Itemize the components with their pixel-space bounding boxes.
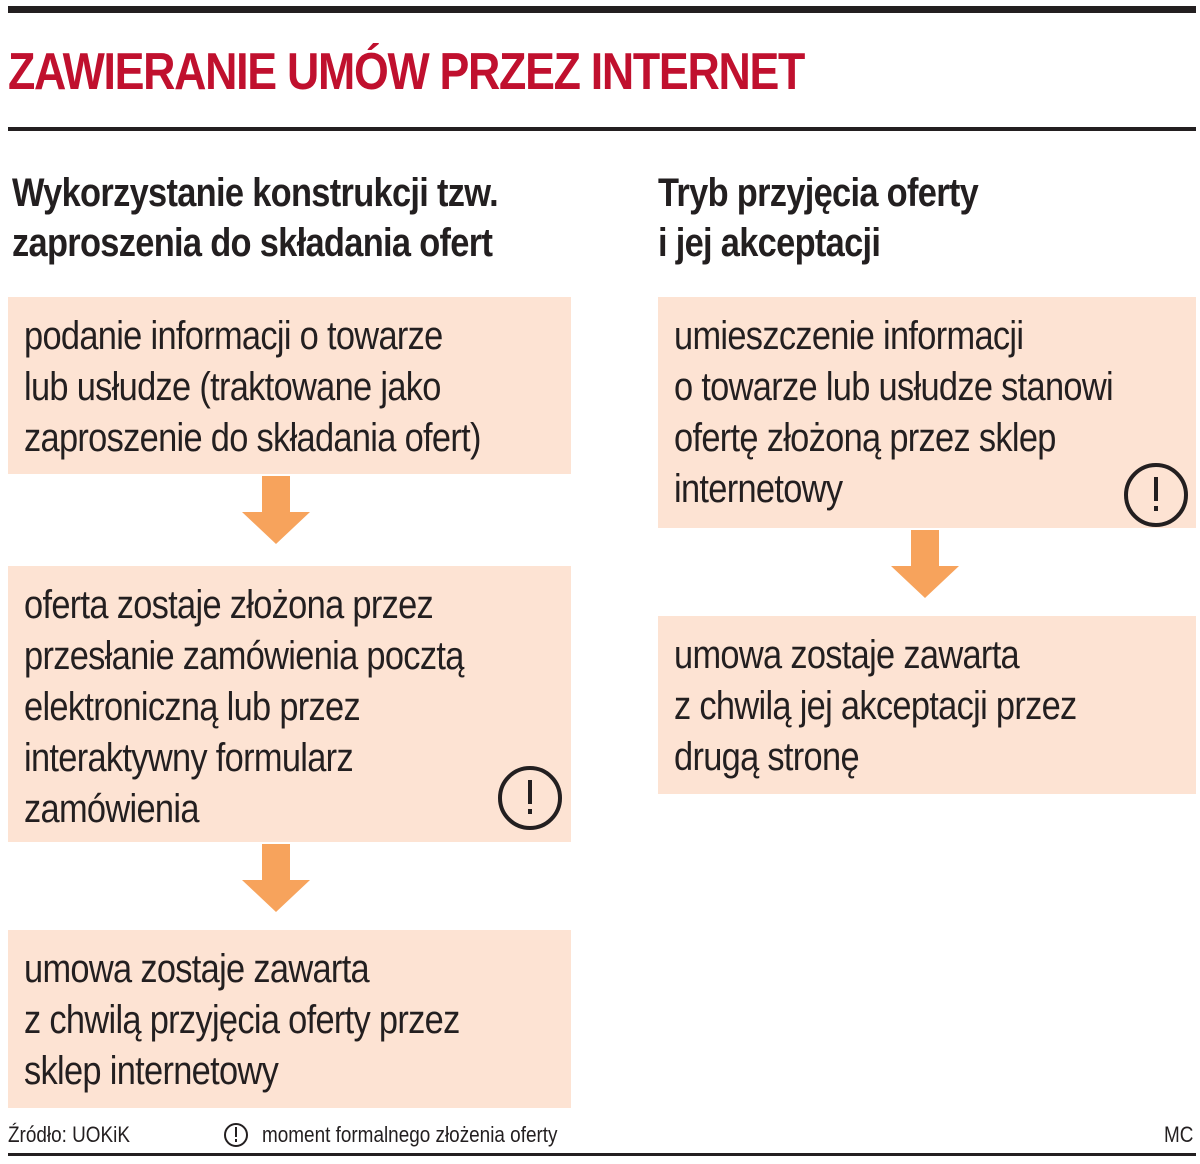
box-text-line: umowa zostaje zawarta [674,633,1020,677]
down-arrow-icon [240,476,312,546]
left-heading-line: Wykorzystanie konstrukcji tzw. [12,171,498,215]
down-arrow-icon [240,844,312,914]
right-step-2-box [658,616,1196,794]
credit: MC [1164,1122,1194,1147]
box-text-line: o towarze lub usłudze stanowi [674,365,1113,409]
right-step-1-box [658,297,1196,528]
right-heading-line: Tryb przyjęcia oferty [658,171,979,215]
box-text-line: oferta zostaje złożona przez [24,583,434,627]
box-text-line: interaktywny formularz [24,736,353,780]
right-column-heading [658,168,978,268]
legend-text: moment formalnego złożenia oferty [262,1122,558,1147]
box-text-line: sklep internetowy [24,1049,279,1093]
exclamation-glyph [525,780,535,816]
left-step-1-box [8,297,571,474]
box-text-line: umieszczenie informacji [674,314,1024,358]
box-text-line: umowa zostaje zawarta [24,947,370,991]
legend-exclamation-glyph [233,1127,239,1143]
exclamation-icon [498,766,562,830]
exclamation-icon [1124,463,1188,527]
right-heading-line: i jej akceptacji [658,221,881,265]
legend-exclamation-icon [224,1123,248,1147]
box-text-line: ofertę złożoną przez sklep [674,416,1056,460]
left-column-heading [12,168,498,268]
box-text-line: z chwilą jej akceptacji przez [674,684,1077,728]
box-text-line: zaproszenie do składania ofert) [24,416,481,460]
box-text-line: lub usłudze (traktowane jako [24,365,441,409]
infographic-title: ZAWIERANIE UMÓW PRZEZ INTERNET [8,43,805,101]
box-text-line: podanie informacji o towarze [24,314,443,358]
down-arrow-icon [889,530,961,600]
source-note: Źródło: UOKiK [8,1122,130,1147]
box-text-line: z chwilą przyjęcia oferty przez [24,998,460,1042]
box-text-line: elektroniczną lub przez [24,685,361,729]
bottom-rule [8,1153,1196,1156]
title-rule [8,127,1196,131]
box-text-line: internetowy [674,467,843,511]
box-text-line: przesłanie zamówienia pocztą [24,634,464,678]
box-text-line: zamówienia [24,787,199,831]
top-rule [8,6,1196,13]
left-step-3-box [8,930,571,1108]
left-heading-line: zaproszenia do składania ofert [12,221,493,265]
left-step-2-box [8,566,571,842]
box-text-line: drugą stronę [674,735,859,779]
exclamation-glyph [1151,477,1161,513]
